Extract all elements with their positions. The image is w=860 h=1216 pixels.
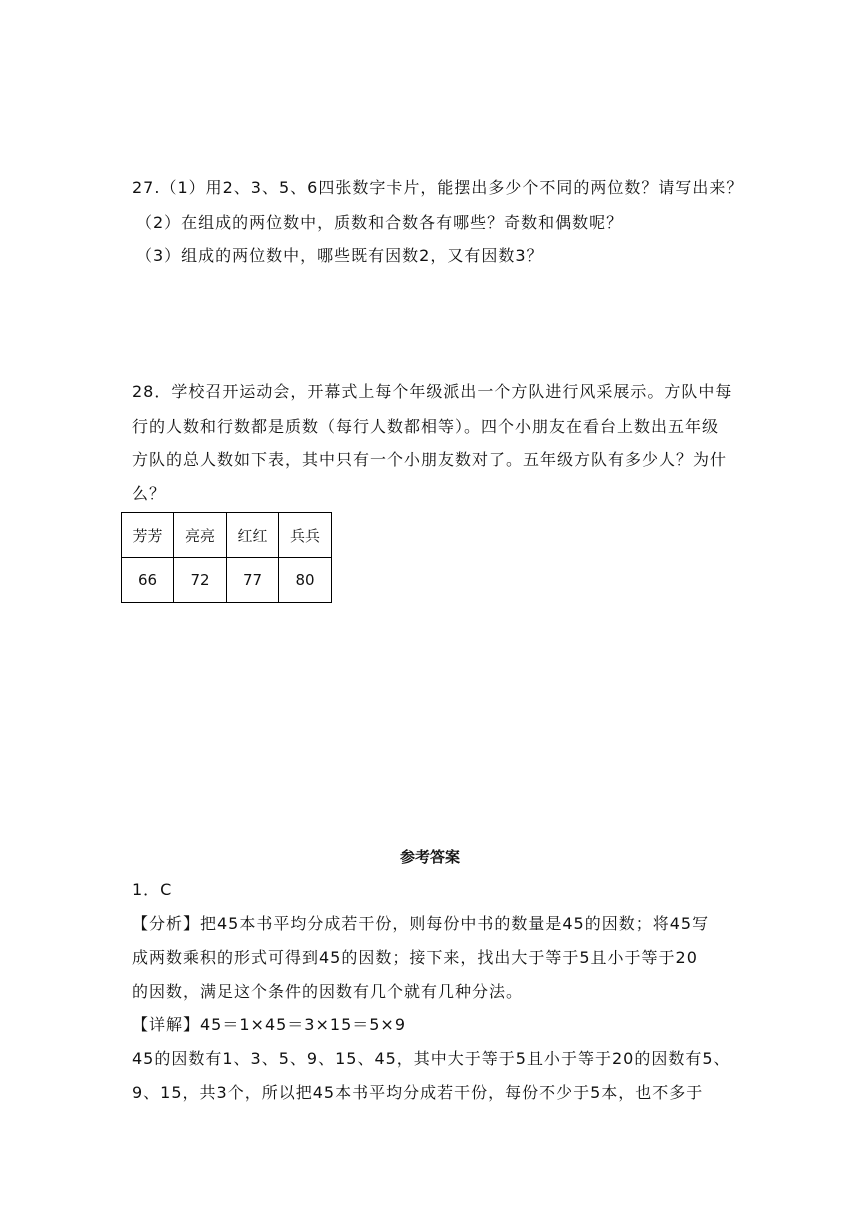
q27-line-2: （2）在组成的两位数中，质数和合数各有哪些？奇数和偶数呢？ xyxy=(136,213,624,232)
analysis-line-1: 【分析】把45本书平均分成若干份，则每份中书的数量是45的因数；将45写 xyxy=(132,914,710,933)
answer-1: 1．C xyxy=(132,880,173,899)
q27-line-3: （3）组成的两位数中，哪些既有因数2，又有因数3？ xyxy=(136,246,544,265)
table-header-row xyxy=(122,513,332,558)
detail-line-3: 9、15，共3个，所以把45本书平均分成若干份，每份不少于5本，也不多于 xyxy=(132,1083,704,1102)
q28-line-4: 么？ xyxy=(132,484,167,503)
q28-line-2: 行的人数和行数都是质数（每行人数都相等）。四个小朋友在看台上数出五年级 xyxy=(132,417,720,436)
detail-line-2: 45的因数有1、3、5、9、15、45，其中大于等于5且小于等于20的因数有5、 xyxy=(132,1049,731,1068)
q27-line-1: 27.（1）用2、3、5、6四张数字卡片，能摆出多少个不同的两位数？请写出来？ xyxy=(132,178,744,197)
q28-line-3: 方队的总人数如下表，其中只有一个小朋友数对了。五年级方队有多少人？为什 xyxy=(132,450,728,469)
table-header-cell: 红红 xyxy=(227,513,279,558)
table-cell: 77 xyxy=(227,558,279,603)
detail-line-1: 【详解】45＝1×45＝3×15＝5×9 xyxy=(132,1015,407,1034)
q28-line-1: 28．学校召开运动会，开幕式上每个年级派出一个方队进行风采展示。方队中每 xyxy=(132,382,733,401)
analysis-line-2: 成两数乘积的形式可得到45的因数；接下来，找出大于等于5且小于等于20 xyxy=(132,948,698,967)
answers-heading: 参考答案 xyxy=(399,848,460,866)
table-cell: 66 xyxy=(122,558,174,603)
table-header-cell: 亮亮 xyxy=(174,513,227,558)
analysis-line-3: 的因数，满足这个条件的因数有几个就有几种分法。 xyxy=(132,982,524,1001)
count-table xyxy=(121,512,332,603)
table-header-cell: 兵兵 xyxy=(279,513,332,558)
table-header-cell: 芳芳 xyxy=(122,513,174,558)
table-cell: 80 xyxy=(279,558,332,603)
table-row xyxy=(122,558,332,603)
table-cell: 72 xyxy=(174,558,227,603)
